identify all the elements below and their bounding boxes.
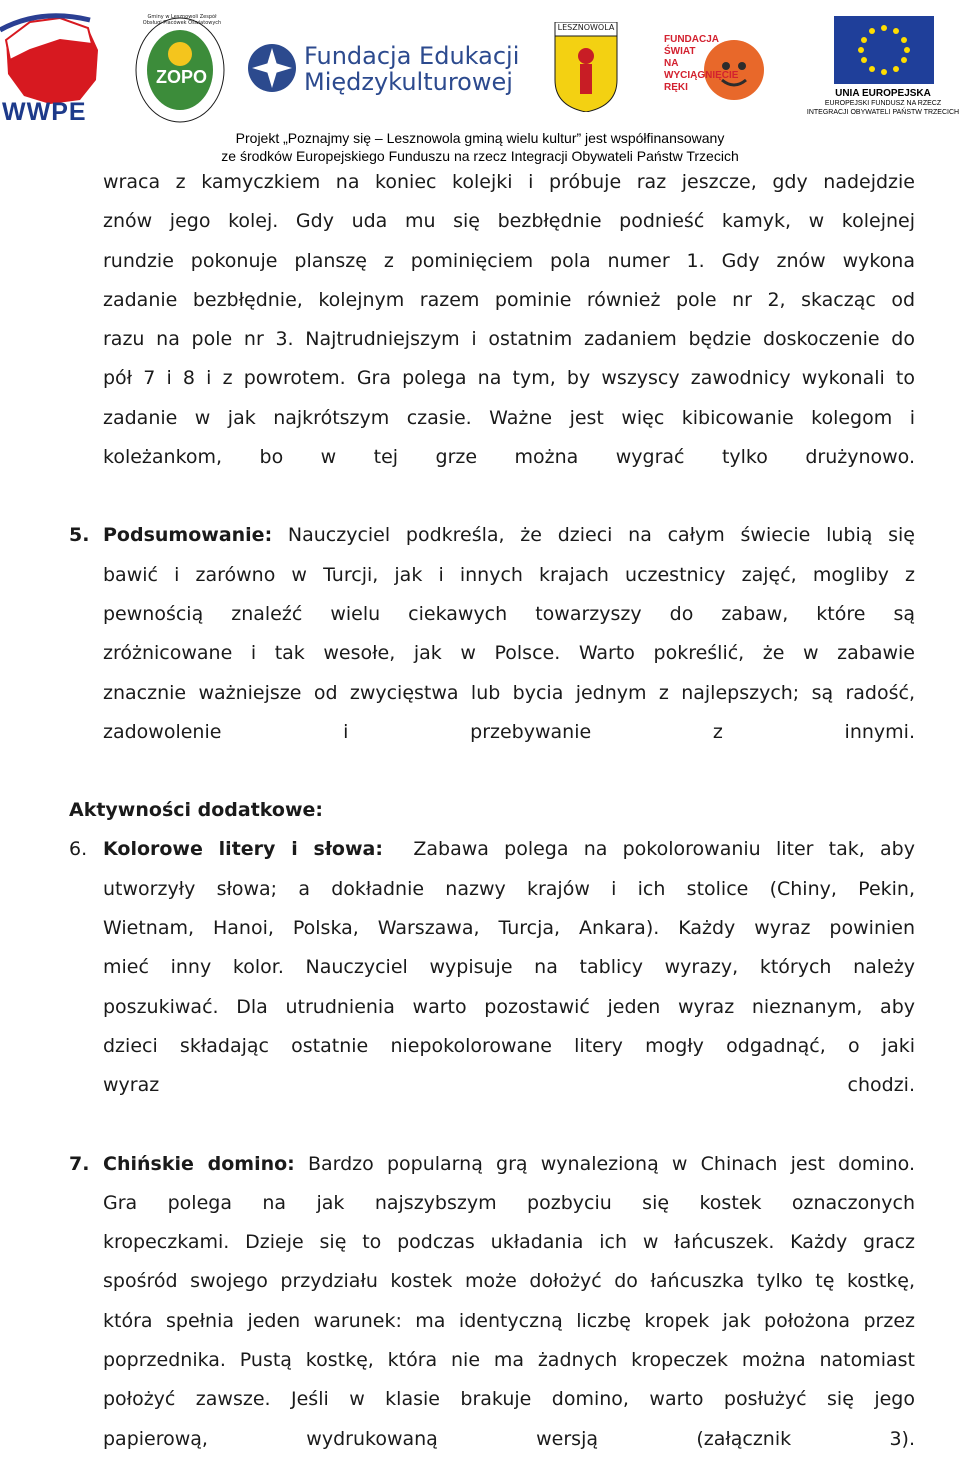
section-title: Podsumowanie:: [103, 524, 273, 547]
text-line: pół 7 i 8 i z powrotem. Gra polega na tym, by wszyscy zawodnicy wykonali to: [103, 367, 915, 390]
section-title: Chińskie domino:: [103, 1152, 295, 1175]
zopo-ring-text: Gminy w Lesznowoli Zespół Obsługi Placówek Oświatowych: [142, 14, 222, 26]
text-line: rundzie pokonuje planszę z pominięciem pola numer 1. Gdy znów wykona: [103, 249, 915, 272]
text-line: poprzednika. Pustą kostkę, która nie ma żadnych kropeczek można natomiast: [103, 1349, 915, 1372]
fundacja-logo-line2: Międzykulturowej: [304, 68, 513, 96]
section-7: [69, 1145, 915, 1459]
text-line: położyć zawsze. Jeśli w klasie brakuje domino, warto posłużyć się jego: [103, 1388, 915, 1411]
intro-paragraph: [103, 163, 915, 477]
zopo-logo-text: ZOPO: [156, 67, 208, 87]
text-line: mieć inny kolor. Nauczyciel wypisuje na tablicy wyrazy, których należy: [103, 956, 915, 979]
text-line: razu na pole nr 3. Najtrudniejszym i ostatnim zadaniem będzie doskoczenie do: [103, 328, 915, 351]
eu-title: UNIA EUROPEJSKA: [835, 88, 931, 99]
fundacja-edukacji-logo: [246, 36, 536, 100]
text-line: poszukiwać. Dla utrudnienia warto pozostawić jeden wyraz nieznanym, aby: [103, 995, 915, 1018]
text-line: wyraz chodzi.: [103, 1074, 915, 1097]
text-line: koleżankom, bo w tej grze można wygrać tylko drużynowo.: [103, 446, 915, 469]
section-number: 7.: [69, 1152, 90, 1175]
eu-sub2: INTEGRACJI OBYWATELI PAŃSTW TRZECICH: [806, 109, 960, 116]
lesznowola-crest-text: LESZNOWOLA: [557, 23, 615, 32]
zopo-logo: [132, 12, 232, 127]
wwpe-logo-text: WWPE: [2, 98, 87, 126]
fundacja-logo-line1: Fundacja Edukacji: [304, 42, 520, 70]
text-line: kropeczkami. Dzieje się to podczas układania ich w łańcuszek. Każdy gracz: [103, 1231, 915, 1254]
text-line: zróżnicowane i tak wesołe, jak w Polsce. Warto pokreślić, że w zabawie: [103, 642, 915, 665]
text-line: zadanie bezbłędnie, kolejnym razem pominie również pole nr 2, skacząc od: [103, 288, 915, 311]
text-line: spośród swojego przydziału kostek może dołożyć do łańcuszka tylko tę kostkę,: [103, 1270, 915, 1293]
extra-activities: [69, 791, 915, 830]
eu-flag-icon: [834, 16, 934, 84]
text-line: bawić i zarówno w Turcji, jak i innych krajach uczestnicy zajęć, mogliby z: [103, 563, 915, 586]
document-body: [69, 163, 915, 1459]
fundacja-swiat-line: NA: [664, 58, 679, 69]
section-6: [69, 830, 915, 1105]
fundacja-swiat-line: WYCIĄGNIĘCIE: [664, 70, 739, 81]
extra-activities-heading: Aktywności dodatkowe:: [69, 799, 324, 822]
lesznowola-crest: [553, 22, 619, 112]
text-line: dzieci składając ostatnie niepokolorowane litery mogły odgadnąć, o jaki: [103, 1034, 915, 1057]
project-caption-line1: Projekt „Poznajmy się – Lesznowola gminą wielu kultur” jest współfinansowany: [235, 130, 725, 146]
fundacja-swiat-line: ŚWIAT: [664, 46, 696, 57]
text-line: znacznie ważniejsze od zwycięstwa lub bycia jednym z najlepszych; są radość,: [103, 681, 915, 704]
text-line: Wietnam, Hanoi, Polska, Warszawa, Turcja, Ankara). Każdy wyraz powinien: [103, 917, 915, 940]
project-caption-line2: ze środków Europejskiego Funduszu na rzecz Integracji Obywateli Państw Trzecich: [221, 148, 739, 164]
fundacja-swiat-logo: [660, 30, 770, 110]
text-line: utworzyły słowa; a dokładnie nazwy krajów i ich stolice (Chiny, Pekin,: [103, 877, 915, 900]
text-line: znów jego kolej. Gdy uda mu się bezbłędnie podnieść kamyk, w kolejnej: [103, 210, 915, 233]
fundacja-swiat-line: FUNDACJA: [664, 34, 719, 45]
section-number: 5.: [69, 524, 90, 547]
text-line: Gra polega na jak najszybszym pozbyciu się kostek oznaczonych: [103, 1191, 915, 1214]
fundacja-swiat-text: [664, 34, 738, 94]
page-header: [0, 0, 960, 165]
section-number: 6.: [69, 838, 88, 861]
text-line: pewnością znaleźć wielu ciekawych towarzyszy do zabaw, które są: [103, 602, 915, 625]
section-title: Kolorowe litery i słowa:: [103, 838, 383, 861]
text-line: wraca z kamyczkiem na koniec kolejki i próbuje raz jeszcze, gdy nadejdzie: [103, 171, 915, 193]
text-line: zadowolenie i przebywanie z innymi.: [103, 720, 915, 743]
text-line: Bardzo popularną grą wynalezioną w Chinach jest domino.: [294, 1152, 915, 1175]
eu-sub1: EUROPEJSKI FUNDUSZ NA RZECZ: [824, 100, 942, 107]
eu-logo: [806, 16, 960, 120]
text-line: Zabawa polega na pokolorowaniu liter tak, aby: [382, 838, 915, 861]
text-line: zadanie w jak najkrótszym czasie. Ważne jest więc kibicowanie kolegom i: [103, 406, 915, 429]
wwpe-logo: [0, 10, 108, 125]
text-line: papierową, wydrukowaną wersją (załącznik 3).: [103, 1427, 915, 1450]
text-line: Nauczyciel podkreśla, że dzieci na całym świecie lubią się: [272, 524, 915, 547]
section-5: [69, 516, 915, 752]
text-line: która spełnia jeden warunek: ma identyczną liczbę kropek jak położona przez: [103, 1309, 915, 1332]
flower-emblem-icon: [246, 42, 298, 94]
fundacja-swiat-line: RĘKI: [664, 82, 688, 93]
